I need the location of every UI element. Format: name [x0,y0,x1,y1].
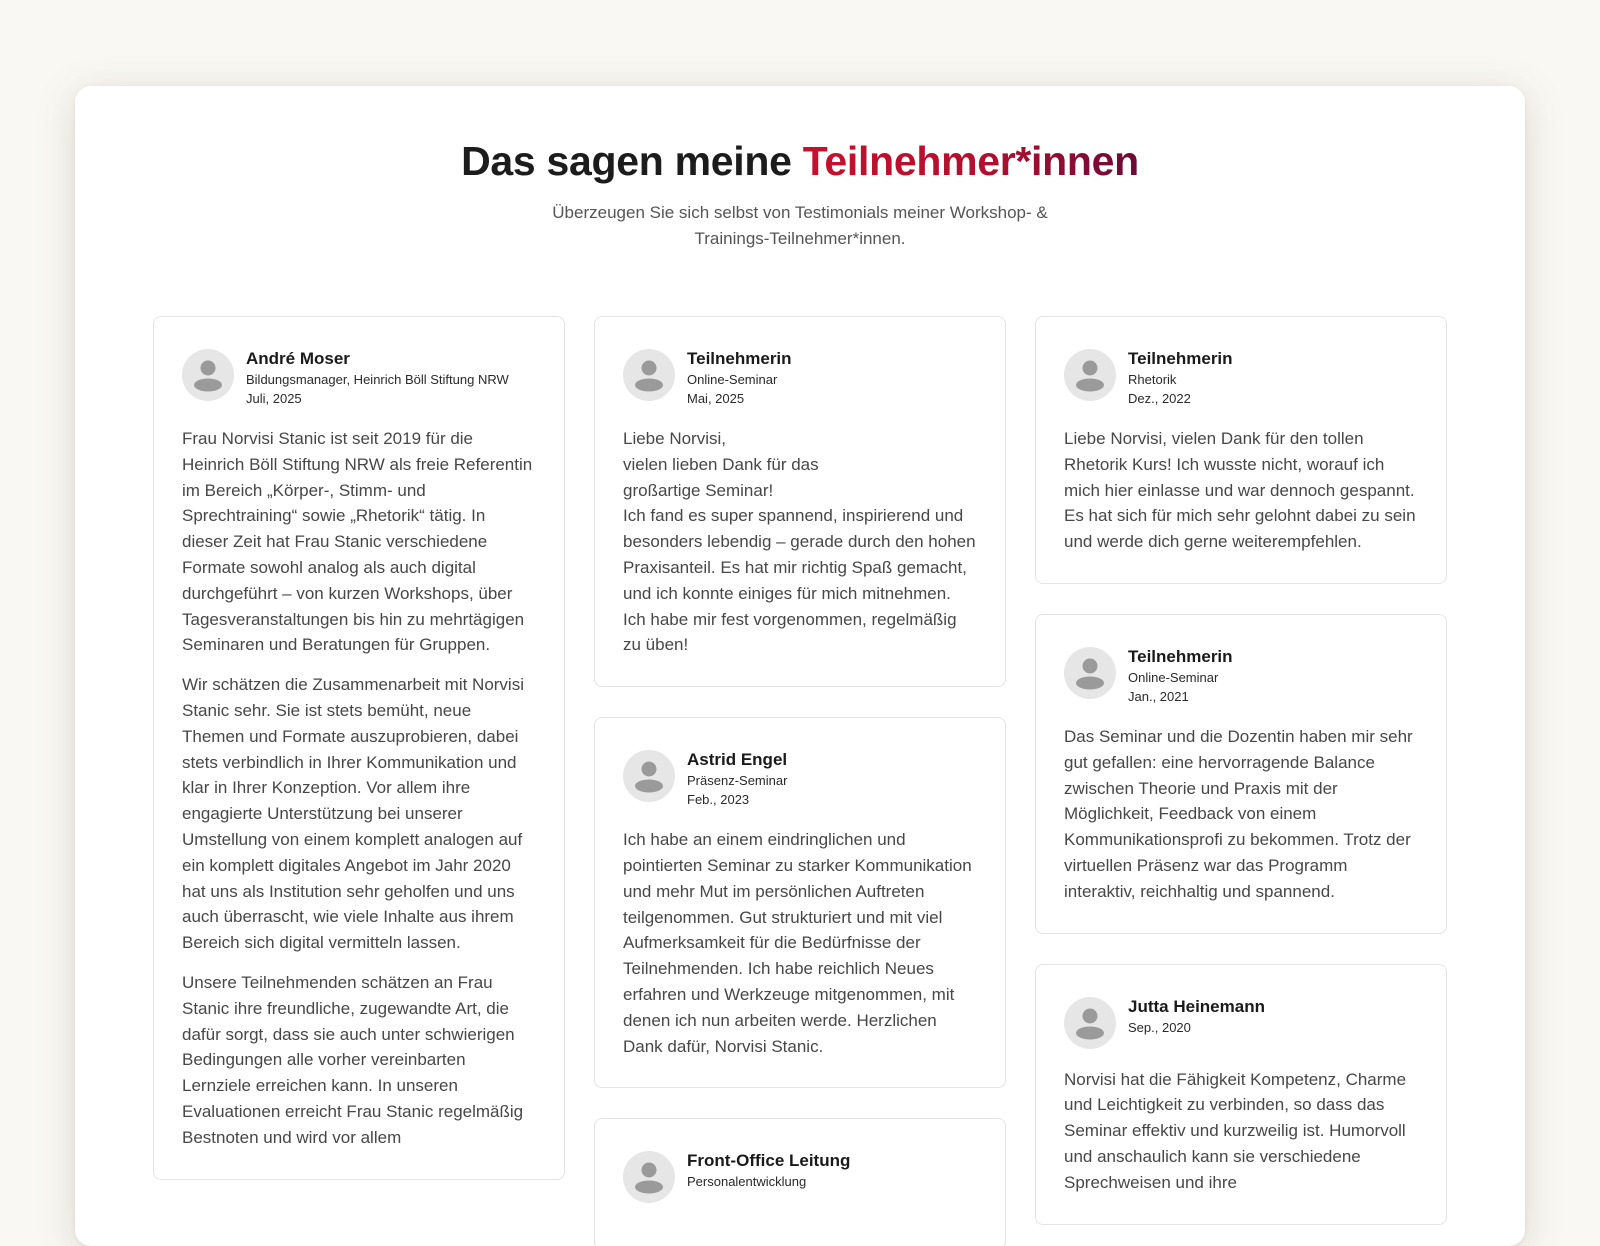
author-name: André Moser [246,349,350,368]
testimonial-header [182,348,536,408]
testimonial-header [623,348,977,408]
testimonial-column-1 [153,316,565,1210]
author-name: Teilnehmerin [1128,349,1233,368]
testimonial-text: Frau Norvisi Stanic ist seit 2019 für die Heinrich Böll Stiftung NRW als freie Referentin im Bereich „Körper-, Stimm- und Sprechtraining“ sowie „Rhetorik“ tätig. In dieser Zeit hat Frau Stanic verschiedene Formate sowohl analog als auch digital durchgeführt – von kurzen Workshops, über Tagesveranstaltungen bis hin zu mehrtägigen Seminaren und Beratungen für Gruppen. [182,429,533,655]
testimonial-header [1064,348,1418,408]
testimonial-author [1128,996,1265,1037]
author-role: Präsenz-Seminar [687,773,788,789]
testimonial-author [246,348,509,408]
testimonial-text: Ich habe an einem eindringlichen und pointierten Seminar zu starker Kommunikation und mehr Mut im persönlichen Auftreten teilgenommen. Gut strukturiert und mit viel Aufmerksamkeit für die Bedürfnisse der Teilnehmenden. Ich habe reichlich Neues erfahren und Werkzeuge mitgenommen, mit denen ich nun arbeiten werde. Herzlichen Dank dafür, Norvisi Stanic. [623,830,972,1056]
author-role: Rhetorik [1128,372,1177,387]
testimonial-date: Jan., 2021 [1128,688,1189,704]
testimonial-date: Juli, 2025 [246,391,302,406]
testimonial-text: Liebe Norvisi, vielen Dank für den tollen Rhetorik Kurs! Ich wusste nicht, worauf ich mich hier einlasse und war dennoch gespannt. Es hat sich für mich sehr gelohnt dabei zu sein und werde dich gerne weiterempfehlen. [1064,429,1416,552]
testimonial-text: Wir schätzen die Zusammenarbeit mit Norvisi Stanic sehr. Sie ist stets bemüht, neue Themen und Formate auszuprobieren, dabei stets verbindlich in Ihrer Kommunikation und klar in Ihrer Konzeption. Vor allem ihre engagierte Unterstützung bei unserer Umstellung von einem komplett analogen auf ein komplett digitales Angebot im Jahr 2020 hat uns als Institution sehr geholfen und uns auch überrascht, wie viele Inhalte aus ihrem Bereich sich digital vermitteln lassen. [182,675,524,953]
testimonial-date: Mai, 2025 [687,391,745,406]
testimonial-card [594,717,1006,1088]
testimonial-card [1035,316,1447,584]
testimonial-header [623,749,977,809]
testimonial-column-3 [1035,316,1447,1246]
person-placeholder-icon [1064,997,1116,1049]
testimonial-text: Unsere Teilnehmenden schätzen an Frau Stanic ihre freundliche, zugewandte Art, die dafür sorgt, dass sie auch unter schwierigen Bedingungen alle vorher vereinbarten Lernziele erreichen kann. In unseren Evaluationen erreicht Frau Stanic regelmäßig Bestnoten und wird vor allem [182,972,524,1147]
author-role: Online-Seminar [1128,669,1219,685]
testimonial-date: Sep., 2020 [1128,1019,1191,1035]
testimonial-text: Norvisi hat die Fähigkeit Kompetenz, Charme und Leichtigkeit zu verbinden, so dass das Seminar effektiv und kurzweilig ist. Humorvoll und anschaulich kann sie verschiedene Sprechweisen und ihre [1064,1069,1407,1192]
page-title-prefix: Das sagen meine [461,138,792,184]
author-name: Jutta Heinemann [1128,996,1265,1016]
testimonial-card [153,316,565,1180]
person-placeholder-icon [623,750,675,802]
author-name: Teilnehmerin [1128,646,1233,666]
page-subtitle: Überzeugen Sie sich selbst von Testimonials meiner Workshop- & Trainings-Teilnehmer*innen. [552,203,1048,248]
author-name: Front-Office Leitung [687,1151,851,1171]
person-placeholder-icon [623,349,675,401]
testimonial-card [594,316,1006,687]
testimonial-card [594,1118,1006,1246]
testimonial-card [1035,614,1447,934]
author-name: Astrid Engel [687,750,788,770]
author-role: Online-Seminar [687,372,778,387]
testimonial-date: Feb., 2023 [687,792,750,808]
testimonial-header [623,1150,977,1203]
person-placeholder-icon [1064,349,1116,401]
testimonial-header [1064,646,1418,706]
testimonial-author [687,348,792,408]
page-title [75,138,1525,185]
testimonial-column-2 [594,316,1006,1246]
testimonial-author [1128,348,1233,408]
testimonial-text: Das Seminar und die Dozentin haben mir sehr gut gefallen: eine hervorragende Balance zwischen Theorie und Praxis mit der Möglichkeit, Feedback von einem Kommunikationsprofi zu bekommen. Trotz der virtuellen Präsenz war das Programm interaktiv, reichhaltig und spannend. [1064,726,1413,901]
person-placeholder-icon [182,349,234,401]
testimonial-author [1128,646,1233,706]
testimonial-header [1064,996,1418,1049]
author-role: Personalentwicklung [687,1174,807,1190]
page-title-accent: Teilnehmer*innen [802,138,1139,184]
person-placeholder-icon [1064,647,1116,699]
testimonial-text: Liebe Norvisi, vielen lieben Dank für das großartige Seminar! Ich fand es super spannend, inspirierend und besonders lebendig – gerade durch den hohen Praxisanteil. Es hat mir richtig Spaß gemacht, und ich konnte einiges für mich mitnehmen. Ich habe mir fest vorgenommen, regelmäßig zu üben! [623,429,976,655]
testimonial-author [687,749,787,809]
person-placeholder-icon [623,1151,675,1203]
testimonials-panel [75,86,1525,1246]
testimonial-author [687,1150,850,1191]
testimonial-date: Dez., 2022 [1128,391,1191,406]
author-role: Bildungsmanager, Heinrich Böll Stiftung NRW [246,372,509,387]
testimonial-card [1035,964,1447,1225]
author-name: Teilnehmerin [687,349,792,368]
